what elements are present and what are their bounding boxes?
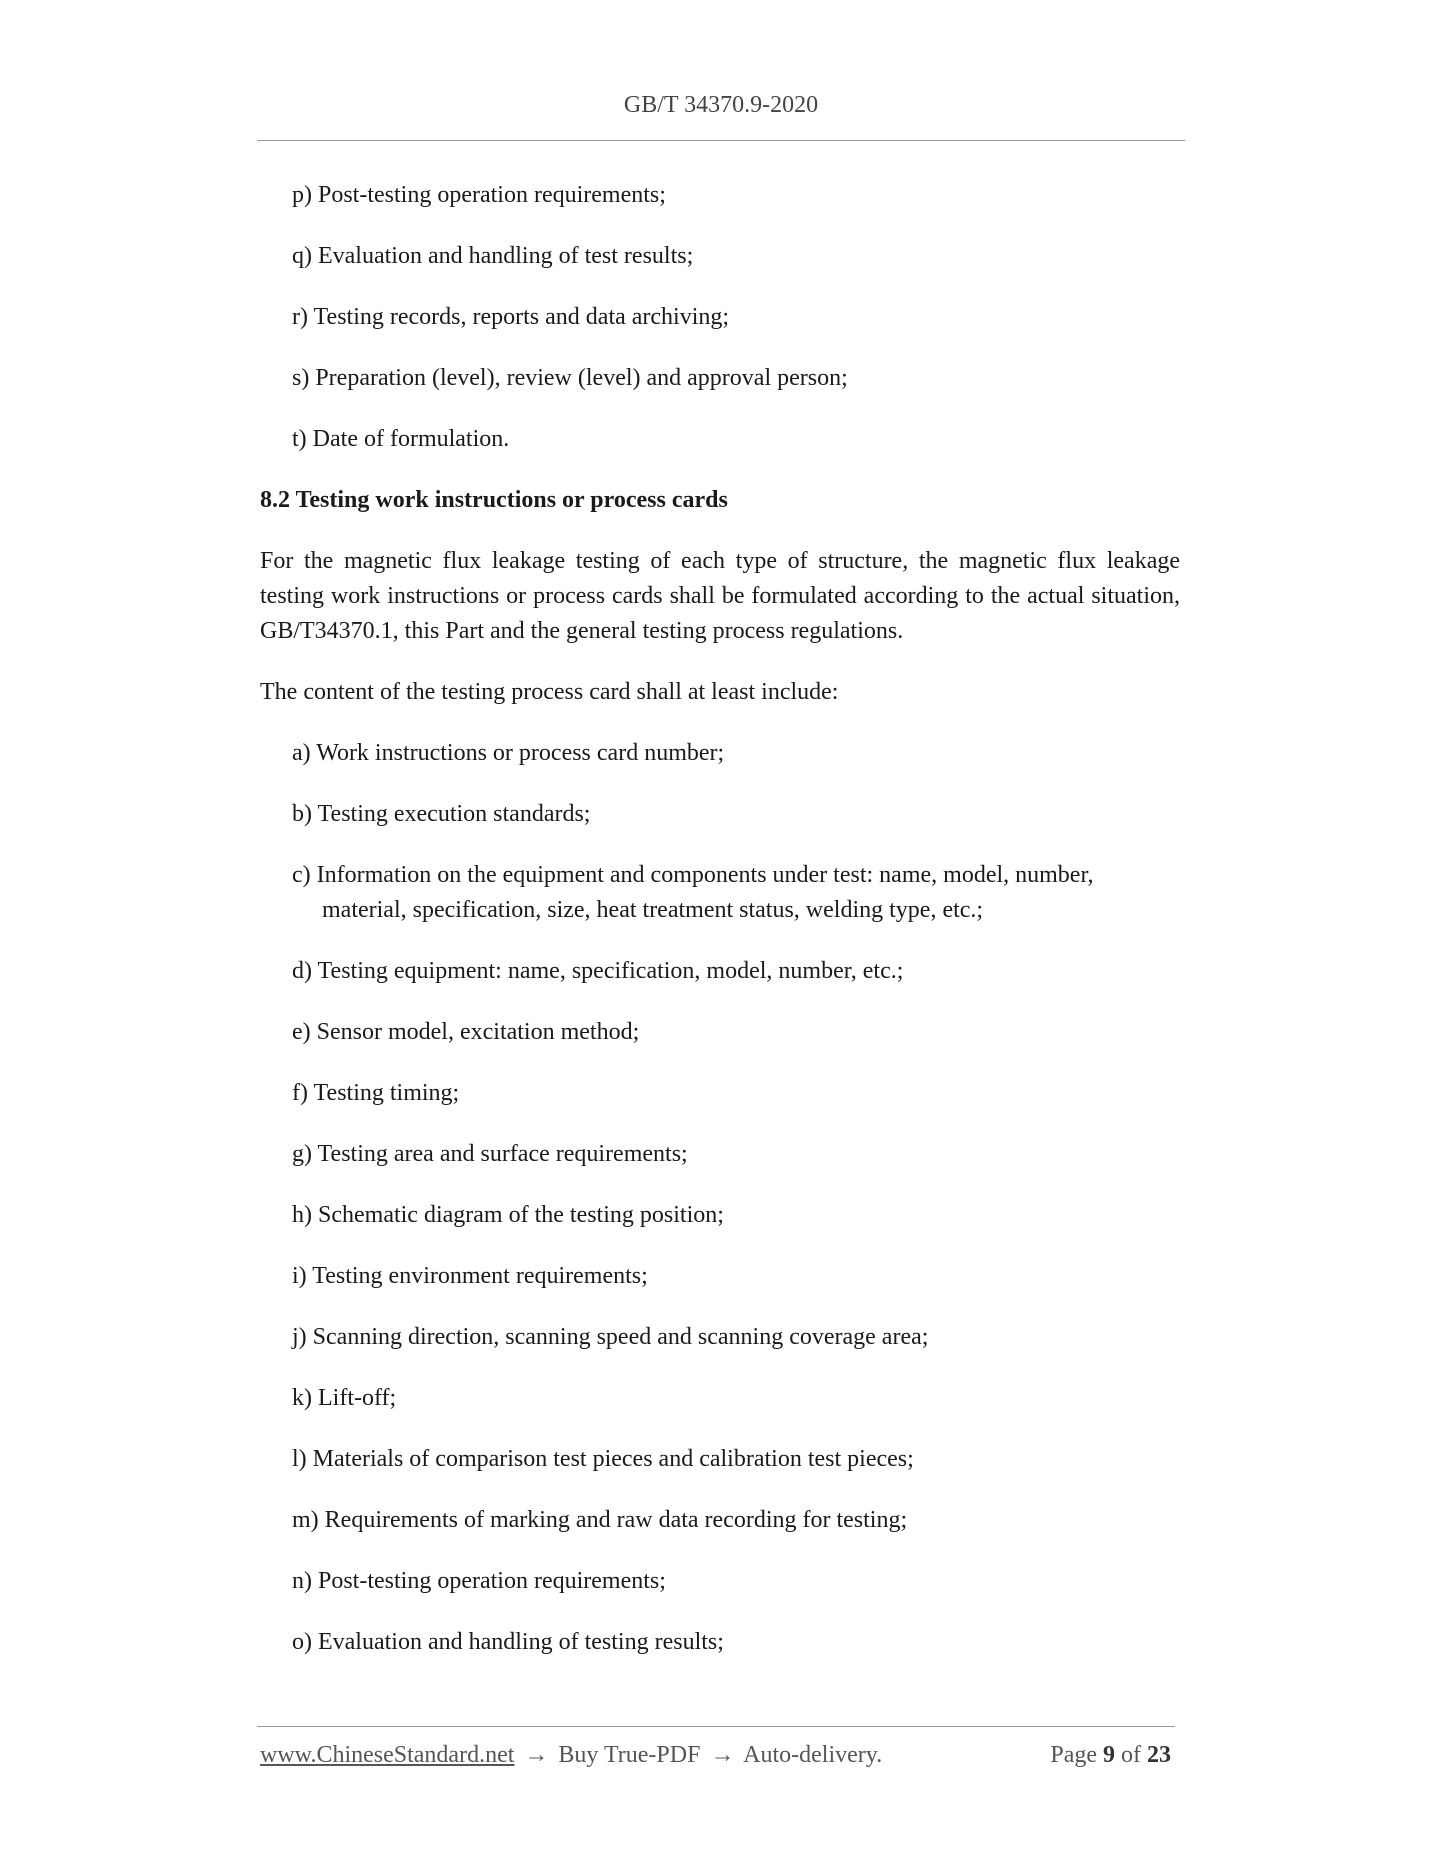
list-item: d) Testing equipment: name, specification, model, number, etc.; bbox=[292, 958, 904, 984]
list-item: t) Date of formulation. bbox=[292, 426, 510, 452]
page-footer bbox=[260, 1742, 1175, 1769]
header-divider bbox=[257, 140, 1185, 141]
page-content bbox=[260, 178, 1180, 1686]
document-code-header: GB/T 34370.9-2020 bbox=[623, 92, 819, 118]
buy-pdf-text: Buy True-PDF bbox=[558, 1742, 701, 1768]
top-list bbox=[260, 178, 1180, 457]
page-indicator bbox=[1050, 1742, 1171, 1769]
website-link[interactable]: www.ChineseStandard.net bbox=[260, 1742, 515, 1768]
page-total: 23 bbox=[1147, 1742, 1171, 1768]
arrow-right-icon: → bbox=[524, 1742, 549, 1768]
body-paragraph: The content of the testing process card shall at least include: bbox=[260, 679, 839, 705]
list-item: r) Testing records, reports and data archiving; bbox=[292, 304, 730, 330]
list-item: n) Post-testing operation requirements; bbox=[292, 1568, 666, 1594]
list-item: j) Scanning direction, scanning speed and scanning coverage area; bbox=[292, 1324, 929, 1350]
list-item: s) Preparation (level), review (level) and approval person; bbox=[292, 365, 848, 391]
list-item: m) Requirements of marking and raw data recording for testing; bbox=[292, 1507, 908, 1533]
list-item: k) Lift-off; bbox=[292, 1385, 397, 1411]
list-item: b) Testing execution standards; bbox=[292, 801, 591, 827]
content-list bbox=[260, 736, 1180, 1660]
arrow-right-icon: → bbox=[710, 1742, 735, 1768]
list-item: p) Post-testing operation requirements; bbox=[292, 182, 666, 208]
list-item: o) Evaluation and handling of testing results; bbox=[292, 1629, 724, 1655]
list-item: a) Work instructions or process card number; bbox=[292, 740, 725, 766]
page-label: Page bbox=[1050, 1742, 1097, 1768]
body-paragraph: For the magnetic flux leakage testing of each type of structure, the magnetic flux leakage testing work instructions or process cards shall be formulated according to the actual situation, GB/T34370.1, this Part and the general testing process regulations. bbox=[260, 548, 1180, 644]
list-item: g) Testing area and surface requirements; bbox=[292, 1141, 688, 1167]
footer-divider bbox=[257, 1726, 1175, 1727]
list-item: f) Testing timing; bbox=[292, 1080, 460, 1106]
auto-delivery-text: Auto-delivery. bbox=[743, 1742, 883, 1768]
list-item: i) Testing environment requirements; bbox=[292, 1263, 648, 1289]
list-item: c) Information on the equipment and components under test: name, model, number, material, specification, size, heat treatment status, welding type, etc.; bbox=[292, 862, 1094, 923]
list-item: q) Evaluation and handling of test results; bbox=[292, 243, 694, 269]
list-item: h) Schematic diagram of the testing position; bbox=[292, 1202, 724, 1228]
of-label: of bbox=[1121, 1742, 1141, 1768]
list-item: l) Materials of comparison test pieces and calibration test pieces; bbox=[292, 1446, 914, 1472]
list-item: e) Sensor model, excitation method; bbox=[292, 1019, 640, 1045]
page-current: 9 bbox=[1103, 1742, 1115, 1768]
section-heading: 8.2 Testing work instructions or process cards bbox=[260, 487, 728, 513]
